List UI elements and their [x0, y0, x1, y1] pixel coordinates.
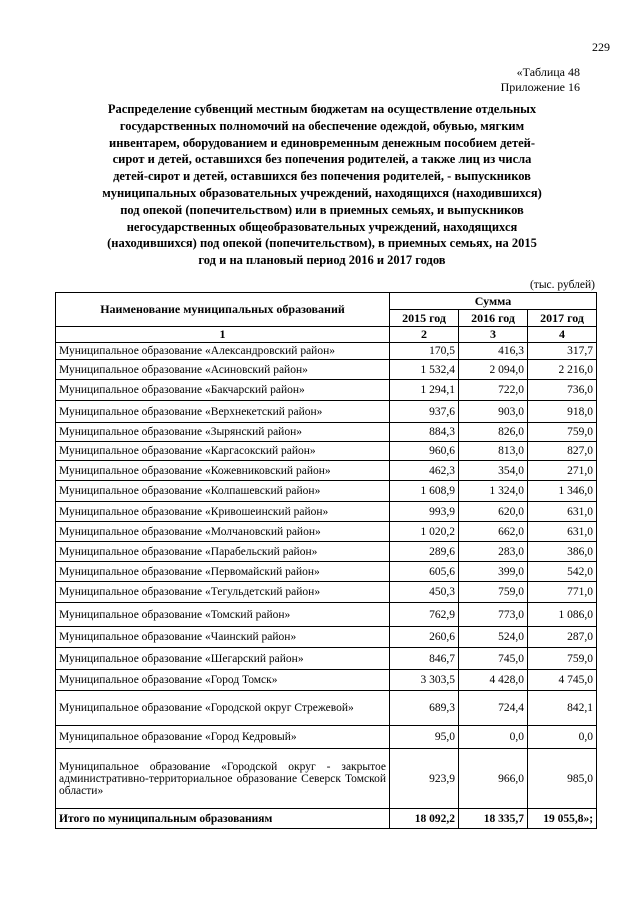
row-value-2017: 842,1 [528, 691, 597, 726]
row-value-2015: 170,5 [390, 343, 459, 360]
row-value-2016: 966,0 [459, 749, 528, 809]
row-value-2015: 689,3 [390, 691, 459, 726]
row-value-2015: 450,3 [390, 582, 459, 603]
table-row [56, 670, 597, 691]
row-value-2015: 260,6 [390, 627, 459, 648]
row-value-2015: 289,6 [390, 542, 459, 562]
row-name: Муниципальное образование «Александровский район» [56, 343, 390, 360]
row-value-2017: 271,0 [528, 461, 597, 481]
header-year-2016: 2016 год [459, 310, 528, 327]
header-sum: Сумма [390, 293, 597, 310]
total-label: Итого по муниципальным образованиям [56, 809, 390, 829]
row-value-2016: 722,0 [459, 380, 528, 401]
row-value-2015: 846,7 [390, 648, 459, 670]
row-value-2017: 1 086,0 [528, 603, 597, 627]
row-value-2015: 884,3 [390, 423, 459, 442]
row-value-2015: 1 294,1 [390, 380, 459, 401]
row-value-2017: 759,0 [528, 648, 597, 670]
col-number-3: 3 [459, 327, 528, 343]
table-caption [501, 65, 580, 95]
table-row [56, 423, 597, 442]
row-value-2015: 95,0 [390, 726, 459, 749]
row-value-2015: 1 020,2 [390, 522, 459, 542]
total-value-2017: 19 055,8»; [528, 809, 597, 829]
table-row [56, 648, 597, 670]
row-value-2016: 283,0 [459, 542, 528, 562]
row-value-2015: 762,9 [390, 603, 459, 627]
title-line: (находившихся) под опекой (попечительством), в приемных семьях, на 2015 [107, 236, 537, 251]
row-value-2016: 826,0 [459, 423, 528, 442]
row-name: Муниципальное образование «Парабельский район» [56, 542, 390, 562]
row-name: Муниципальное образование «Городской округ - закрытое административно-территориальное образование Северск Томской области» [56, 749, 390, 809]
header-year-2015: 2015 год [390, 310, 459, 327]
row-value-2015: 923,9 [390, 749, 459, 809]
table-row [56, 360, 597, 380]
table-row [56, 343, 597, 360]
row-value-2015: 1 532,4 [390, 360, 459, 380]
row-value-2015: 960,6 [390, 442, 459, 461]
row-value-2015: 462,3 [390, 461, 459, 481]
row-value-2015: 937,6 [390, 401, 459, 423]
row-value-2016: 662,0 [459, 522, 528, 542]
row-value-2017: 287,0 [528, 627, 597, 648]
row-name: Муниципальное образование «Колпашевский район» [56, 481, 390, 502]
title-line: год и на плановый период 2016 и 2017 годов [198, 253, 446, 268]
col-number-2: 2 [390, 327, 459, 343]
page-number: 229 [592, 40, 610, 54]
header-year-2017: 2017 год [528, 310, 597, 327]
table-row [56, 603, 597, 627]
table-row [56, 691, 597, 726]
row-value-2016: 4 428,0 [459, 670, 528, 691]
row-name: Муниципальное образование «Городской округ Стрежевой» [56, 691, 390, 726]
col-number-4: 4 [528, 327, 597, 343]
row-value-2017: 736,0 [528, 380, 597, 401]
row-name: Муниципальное образование «Чаинский район» [56, 627, 390, 648]
row-value-2016: 2 094,0 [459, 360, 528, 380]
row-value-2017: 386,0 [528, 542, 597, 562]
table-row [56, 522, 597, 542]
row-value-2016: 620,0 [459, 502, 528, 522]
row-value-2017: 1 346,0 [528, 481, 597, 502]
row-value-2016: 813,0 [459, 442, 528, 461]
table-row [56, 481, 597, 502]
row-value-2017: 4 745,0 [528, 670, 597, 691]
row-value-2015: 993,9 [390, 502, 459, 522]
row-name: Муниципальное образование «Томский район» [56, 603, 390, 627]
table-row [56, 442, 597, 461]
row-value-2017: 2 216,0 [528, 360, 597, 380]
table-row [56, 502, 597, 522]
row-value-2015: 3 303,5 [390, 670, 459, 691]
row-value-2015: 605,6 [390, 562, 459, 582]
table-row [56, 401, 597, 423]
row-name: Муниципальное образование «Зырянский район» [56, 423, 390, 442]
row-value-2016: 724,4 [459, 691, 528, 726]
row-value-2016: 416,3 [459, 343, 528, 360]
header-name: Наименование муниципальных образований [56, 293, 390, 327]
document-title [62, 101, 582, 269]
row-value-2016: 1 324,0 [459, 481, 528, 502]
caption-table-number: «Таблица 48 [516, 65, 580, 79]
total-row [56, 809, 597, 829]
row-name: Муниципальное образование «Асиновский район» [56, 360, 390, 380]
caption-appendix: Приложение 16 [500, 80, 580, 94]
total-value-2016: 18 335,7 [459, 809, 528, 829]
row-name: Муниципальное образование «Бакчарский район» [56, 380, 390, 401]
row-name: Муниципальное образование «Кривошеинский район» [56, 502, 390, 522]
row-value-2015: 1 608,9 [390, 481, 459, 502]
row-value-2017: 759,0 [528, 423, 597, 442]
row-value-2016: 0,0 [459, 726, 528, 749]
row-name: Муниципальное образование «Тегульдетский район» [56, 582, 390, 603]
title-line: сирот и детей, оставшихся без попечения родителей, а также лиц из числа [112, 152, 532, 167]
row-value-2016: 399,0 [459, 562, 528, 582]
table-row [56, 582, 597, 603]
row-value-2017: 0,0 [528, 726, 597, 749]
row-value-2016: 354,0 [459, 461, 528, 481]
row-value-2017: 317,7 [528, 343, 597, 360]
row-name: Муниципальное образование «Город Томск» [56, 670, 390, 691]
row-name: Муниципальное образование «Город Кедровый» [56, 726, 390, 749]
row-name: Муниципальное образование «Молчановский район» [56, 522, 390, 542]
row-value-2016: 759,0 [459, 582, 528, 603]
row-value-2016: 903,0 [459, 401, 528, 423]
row-value-2017: 631,0 [528, 522, 597, 542]
col-number-1: 1 [56, 327, 390, 343]
row-name: Муниципальное образование «Шегарский район» [56, 648, 390, 670]
title-line: инвентарем, оборудованием и единовременным денежным пособием детей- [109, 135, 535, 150]
row-value-2016: 745,0 [459, 648, 528, 670]
table-row [56, 749, 597, 809]
row-value-2017: 771,0 [528, 582, 597, 603]
table-row [56, 726, 597, 749]
row-value-2017: 827,0 [528, 442, 597, 461]
title-line: негосударственных общеобразовательных учреждений, находящихся [126, 219, 518, 234]
table-row [56, 380, 597, 401]
units-label: (тыс. рублей) [529, 279, 595, 291]
row-name: Муниципальное образование «Каргасокский район» [56, 442, 390, 461]
row-value-2016: 524,0 [459, 627, 528, 648]
title-line: под опекой (попечительством) или в приемных семьях, и выпускников [120, 202, 524, 217]
table-row [56, 542, 597, 562]
row-name: Муниципальное образование «Верхнекетский район» [56, 401, 390, 423]
subvention-table [55, 292, 597, 829]
row-name: Муниципальное образование «Первомайский район» [56, 562, 390, 582]
row-value-2017: 985,0 [528, 749, 597, 809]
row-value-2017: 542,0 [528, 562, 597, 582]
title-line: Распределение субвенций местным бюджетам на осуществление отдельных [107, 102, 537, 116]
row-value-2017: 918,0 [528, 401, 597, 423]
table-row [56, 461, 597, 481]
row-name: Муниципальное образование «Кожевниковский район» [56, 461, 390, 481]
total-value-2015: 18 092,2 [390, 809, 459, 829]
row-value-2016: 773,0 [459, 603, 528, 627]
title-line: муниципальных образовательных учреждений, находящихся (находившихся) [102, 185, 542, 200]
title-line: детей-сирот и детей, оставшихся без попечения родителей, - выпускников [113, 169, 531, 184]
row-value-2017: 631,0 [528, 502, 597, 522]
table-row [56, 627, 597, 648]
table-row [56, 562, 597, 582]
title-line: государственных полномочий на обеспечение одеждой, обувью, мягким [119, 118, 525, 133]
